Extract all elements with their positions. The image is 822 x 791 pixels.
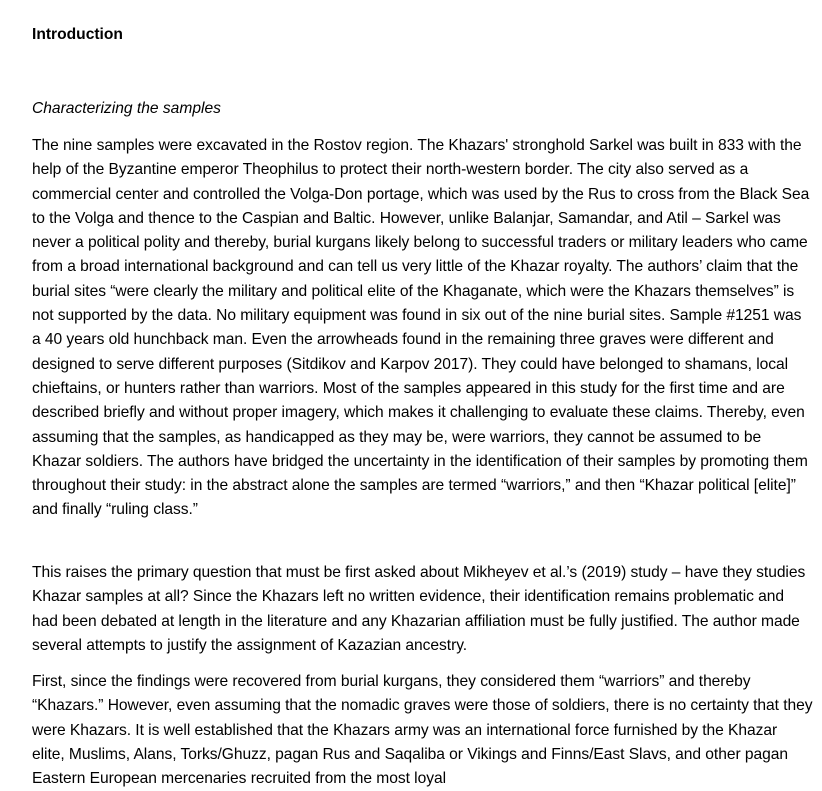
paragraph-samples-description: The nine samples were excavated in the Rostov region. The Khazars' stronghold Sarkel was built in 833 with the help of the Byzantine emperor Theophilus to protect their north-western border. The city also served as a commercial center and controlled the Volga-Don portage, which was used by the Rus to cross from the Black Sea to the Volga and thence to the Caspian and Baltic. However, unlike Balanjar, Samandar, and Atil – Sarkel was never a political polity and thereby, burial kurgans likely belong to successful traders or military leaders who came from a broad international background and can tell us very little of the Khazar royalty. The authors’ claim that the burial sites “were clearly the military and political elite of the Khaganate, which were the Khazars themselves” is not supported by the data. No military equipment was found in six out of the nine burial sites. Sample #1251 was a 40 years old hunchback man. Even the arrowheads found in the remaining three graves were different and designed to serve different purposes (Sitdikov and Karpov 2017). They could have belonged to shamans, local chieftains, or hunters rather than warriors. Most of the samples appeared in this study for the first time and are described briefly and without proper imagery, which makes it challenging to evaluate these claims. Thereby, even assuming that the samples, as handicapped as they may be, were warriors, they cannot be assumed to be Khazar soldiers. The authors have bridged the uncertainty in the identification of their samples by promoting them throughout their study: in the abstract alone the samples are termed “warriors,” and then “Khazar political [elite]” and finally “ruling class.” [32, 137, 810, 519]
section-heading: Introduction [32, 26, 123, 43]
subsection-heading: Characterizing the samples [32, 100, 221, 117]
paragraph-primary-question: This raises the primary question that must be first asked about Mikheyev et al.’s (2019) study – have they studies Khazar samples at all? Since the Khazars left no written evidence, their identification remains problematic and had been debated at length in the literature and any Khazarian affiliation must be fully justified. The author made several attempts to justify the assignment of Kazazian ancestry. [32, 564, 806, 654]
paragraph-warriors-argument: First, since the findings were recovered from burial kurgans, they considered them “warriors” and thereby “Khazars.” However, even assuming that the nomadic graves were those of soldiers, there is no certainty that they were Khazars. It is well established that the Khazars army was an international force furnished by the Khazar elite, Muslims, Alans, Torks/Ghuzz, pagan Rus and Saqaliba or Vikings and Finns/East Slavs, and other pagan Eastern European mercenaries recruited from the most loyal [32, 673, 813, 788]
